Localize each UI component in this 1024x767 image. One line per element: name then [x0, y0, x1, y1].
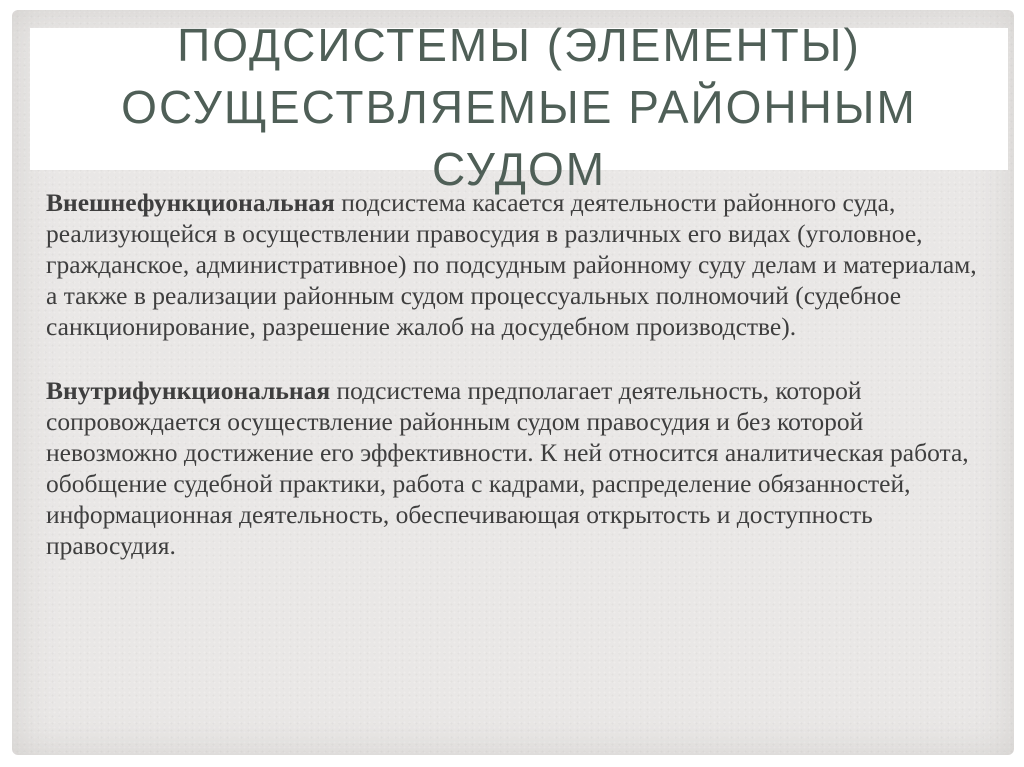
- paragraph-internal: [46, 375, 991, 561]
- term-external: Внешнефункциональная: [46, 188, 335, 217]
- paragraph-external: [46, 187, 991, 342]
- paragraph-external-text: подсистема касается деятельности районного суда, реализующейся в осуществлении правосудия в различных его видах (уголовное, гражданское, административное) по подсудным районному суду делам и материалам, а также в реализации районным судом процессуальных полномочий (судебное санкционирование, разрешение жалоб на досудебном производстве).: [46, 188, 977, 341]
- slide-body: [46, 187, 991, 594]
- paragraph-internal-text: подсистема предполагает деятельность, которой сопровождается осуществление районным судом правосудия и без которой невозможно достижение его эффективности. К ней относится аналитическая работа, обобщение судебной практики, работа с кадрами, распределение обязанностей, информационная деятельность, обеспечивающая открытость и доступность правосудия.: [46, 376, 969, 560]
- term-internal: Внутрифункциональная: [46, 376, 331, 405]
- slide-title: ПОДСИСТЕМЫ (ЭЛЕМЕНТЫ) ОСУЩЕСТВЛЯЕМЫЕ РАЙОННЫМ СУДОМ: [121, 19, 917, 195]
